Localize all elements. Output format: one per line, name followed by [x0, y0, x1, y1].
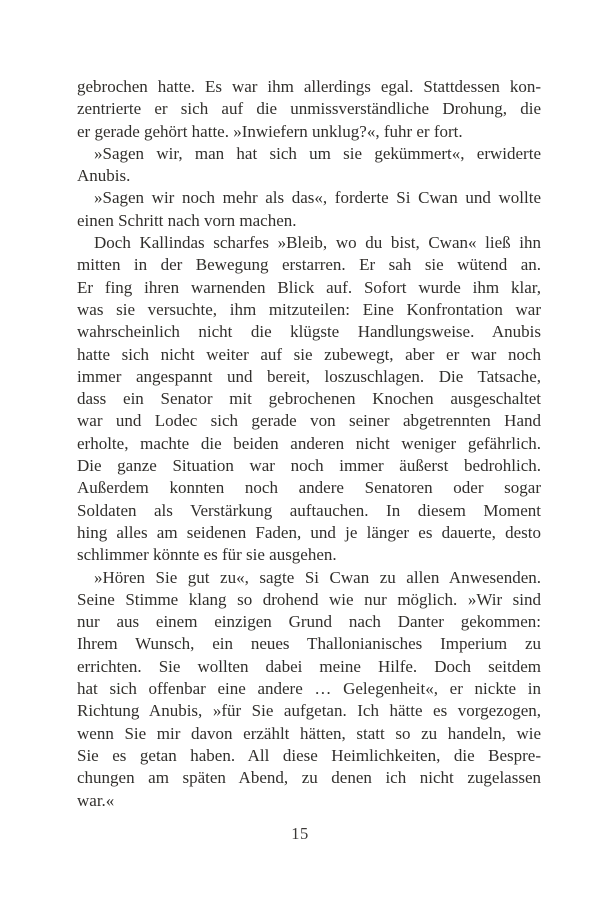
text-line: »Sagen wir, man hat sich um sie gekümmert«, erwiderte: [94, 143, 541, 163]
text-line: Die ganze Situation war noch immer äußerst bedrohlich.: [77, 456, 541, 476]
text-line: erholte, machte die beiden anderen nicht weniger gefährlich.: [77, 433, 541, 453]
text-line: errichten. Sie wollten dabei meine Hilfe. Doch seitdem: [77, 656, 541, 676]
text-line: chungen am späten Abend, zu denen ich nicht zugelassen: [77, 768, 541, 788]
text-line: Richtung Anubis, »für Sie aufgetan. Ich hätte es vorgezogen,: [77, 701, 541, 721]
text-line: mitten in der Bewegung erstarren. Er sah sie wütend an.: [77, 255, 541, 275]
text-line: Anubis.: [77, 166, 131, 186]
text-line: immer angespannt und bereit, loszuschlagen. Die Tatsache,: [77, 366, 541, 386]
paragraph: [77, 76, 541, 143]
text-line: Seine Stimme klang so drohend wie nur möglich. »Wir sind: [77, 589, 541, 609]
text-line: gebrochen hatte. Es war ihm allerdings egal. Stattdessen kon-: [77, 77, 541, 96]
text-line: Sie es getan haben. All diese Heimlichkeiten, die Bespre-: [77, 745, 541, 765]
text-line: hat sich offenbar eine andere … Gelegenheit«, er nickte in: [77, 679, 541, 699]
page-text: [77, 76, 541, 812]
text-line: Doch Kallindas scharfes »Bleib, wo du bist, Cwan« ließ ihn: [94, 233, 541, 253]
text-line: dass ein Senator mit gebrochenen Knochen ausgeschaltet: [77, 389, 541, 409]
text-line: nur aus einem einzigen Grund nach Danter gekommen:: [77, 612, 541, 632]
text-line: Ihrem Wunsch, ein neues Thallonianisches Imperium zu: [77, 634, 541, 654]
text-line: Soldaten als Verstärkung auftauchen. In diesem Moment: [77, 500, 541, 520]
text-line: Er fing ihren warnenden Blick auf. Sofort wurde ihm klar,: [77, 277, 541, 297]
text-line: Außerdem konnten noch andere Senatoren oder sogar: [77, 478, 541, 498]
text-line: schlimmer könnte es für sie ausgehen.: [77, 545, 337, 565]
text-line: war und Lodec sich gerade von seiner abgetrennten Hand: [77, 411, 541, 431]
text-line: »Sagen wir noch mehr als das«, forderte Si Cwan und wollte: [94, 188, 541, 208]
text-line: was sie versuchte, ihm mitzuteilen: Eine Konfrontation war: [77, 299, 541, 319]
paragraph: [77, 567, 541, 812]
text-line: einen Schritt nach vorn machen.: [77, 210, 297, 230]
paragraph: [77, 232, 541, 566]
text-line: er gerade gehört hatte. »Inwiefern unklug?«, fuhr er fort.: [77, 121, 463, 141]
text-line: hing alles am seidenen Faden, und je länger es dauerte, desto: [77, 522, 541, 542]
text-line: zentrierte er sich auf die unmissverständliche Drohung, die: [77, 99, 541, 119]
text-line: war.«: [77, 790, 115, 810]
text-line: wahrscheinlich nicht die klügste Handlungsweise. Anubis: [77, 322, 541, 342]
text-line: wenn Sie mir davon erzählt hätten, statt so zu handeln, wie: [77, 723, 541, 743]
paragraph: [77, 143, 541, 188]
text-line: »Hören Sie gut zu«, sagte Si Cwan zu allen Anwesenden.: [94, 567, 541, 587]
text-line: hatte sich nicht weiter auf sie zubewegt, aber er war noch: [77, 344, 541, 364]
page-number: 15: [291, 824, 309, 843]
paragraph: [77, 187, 541, 232]
